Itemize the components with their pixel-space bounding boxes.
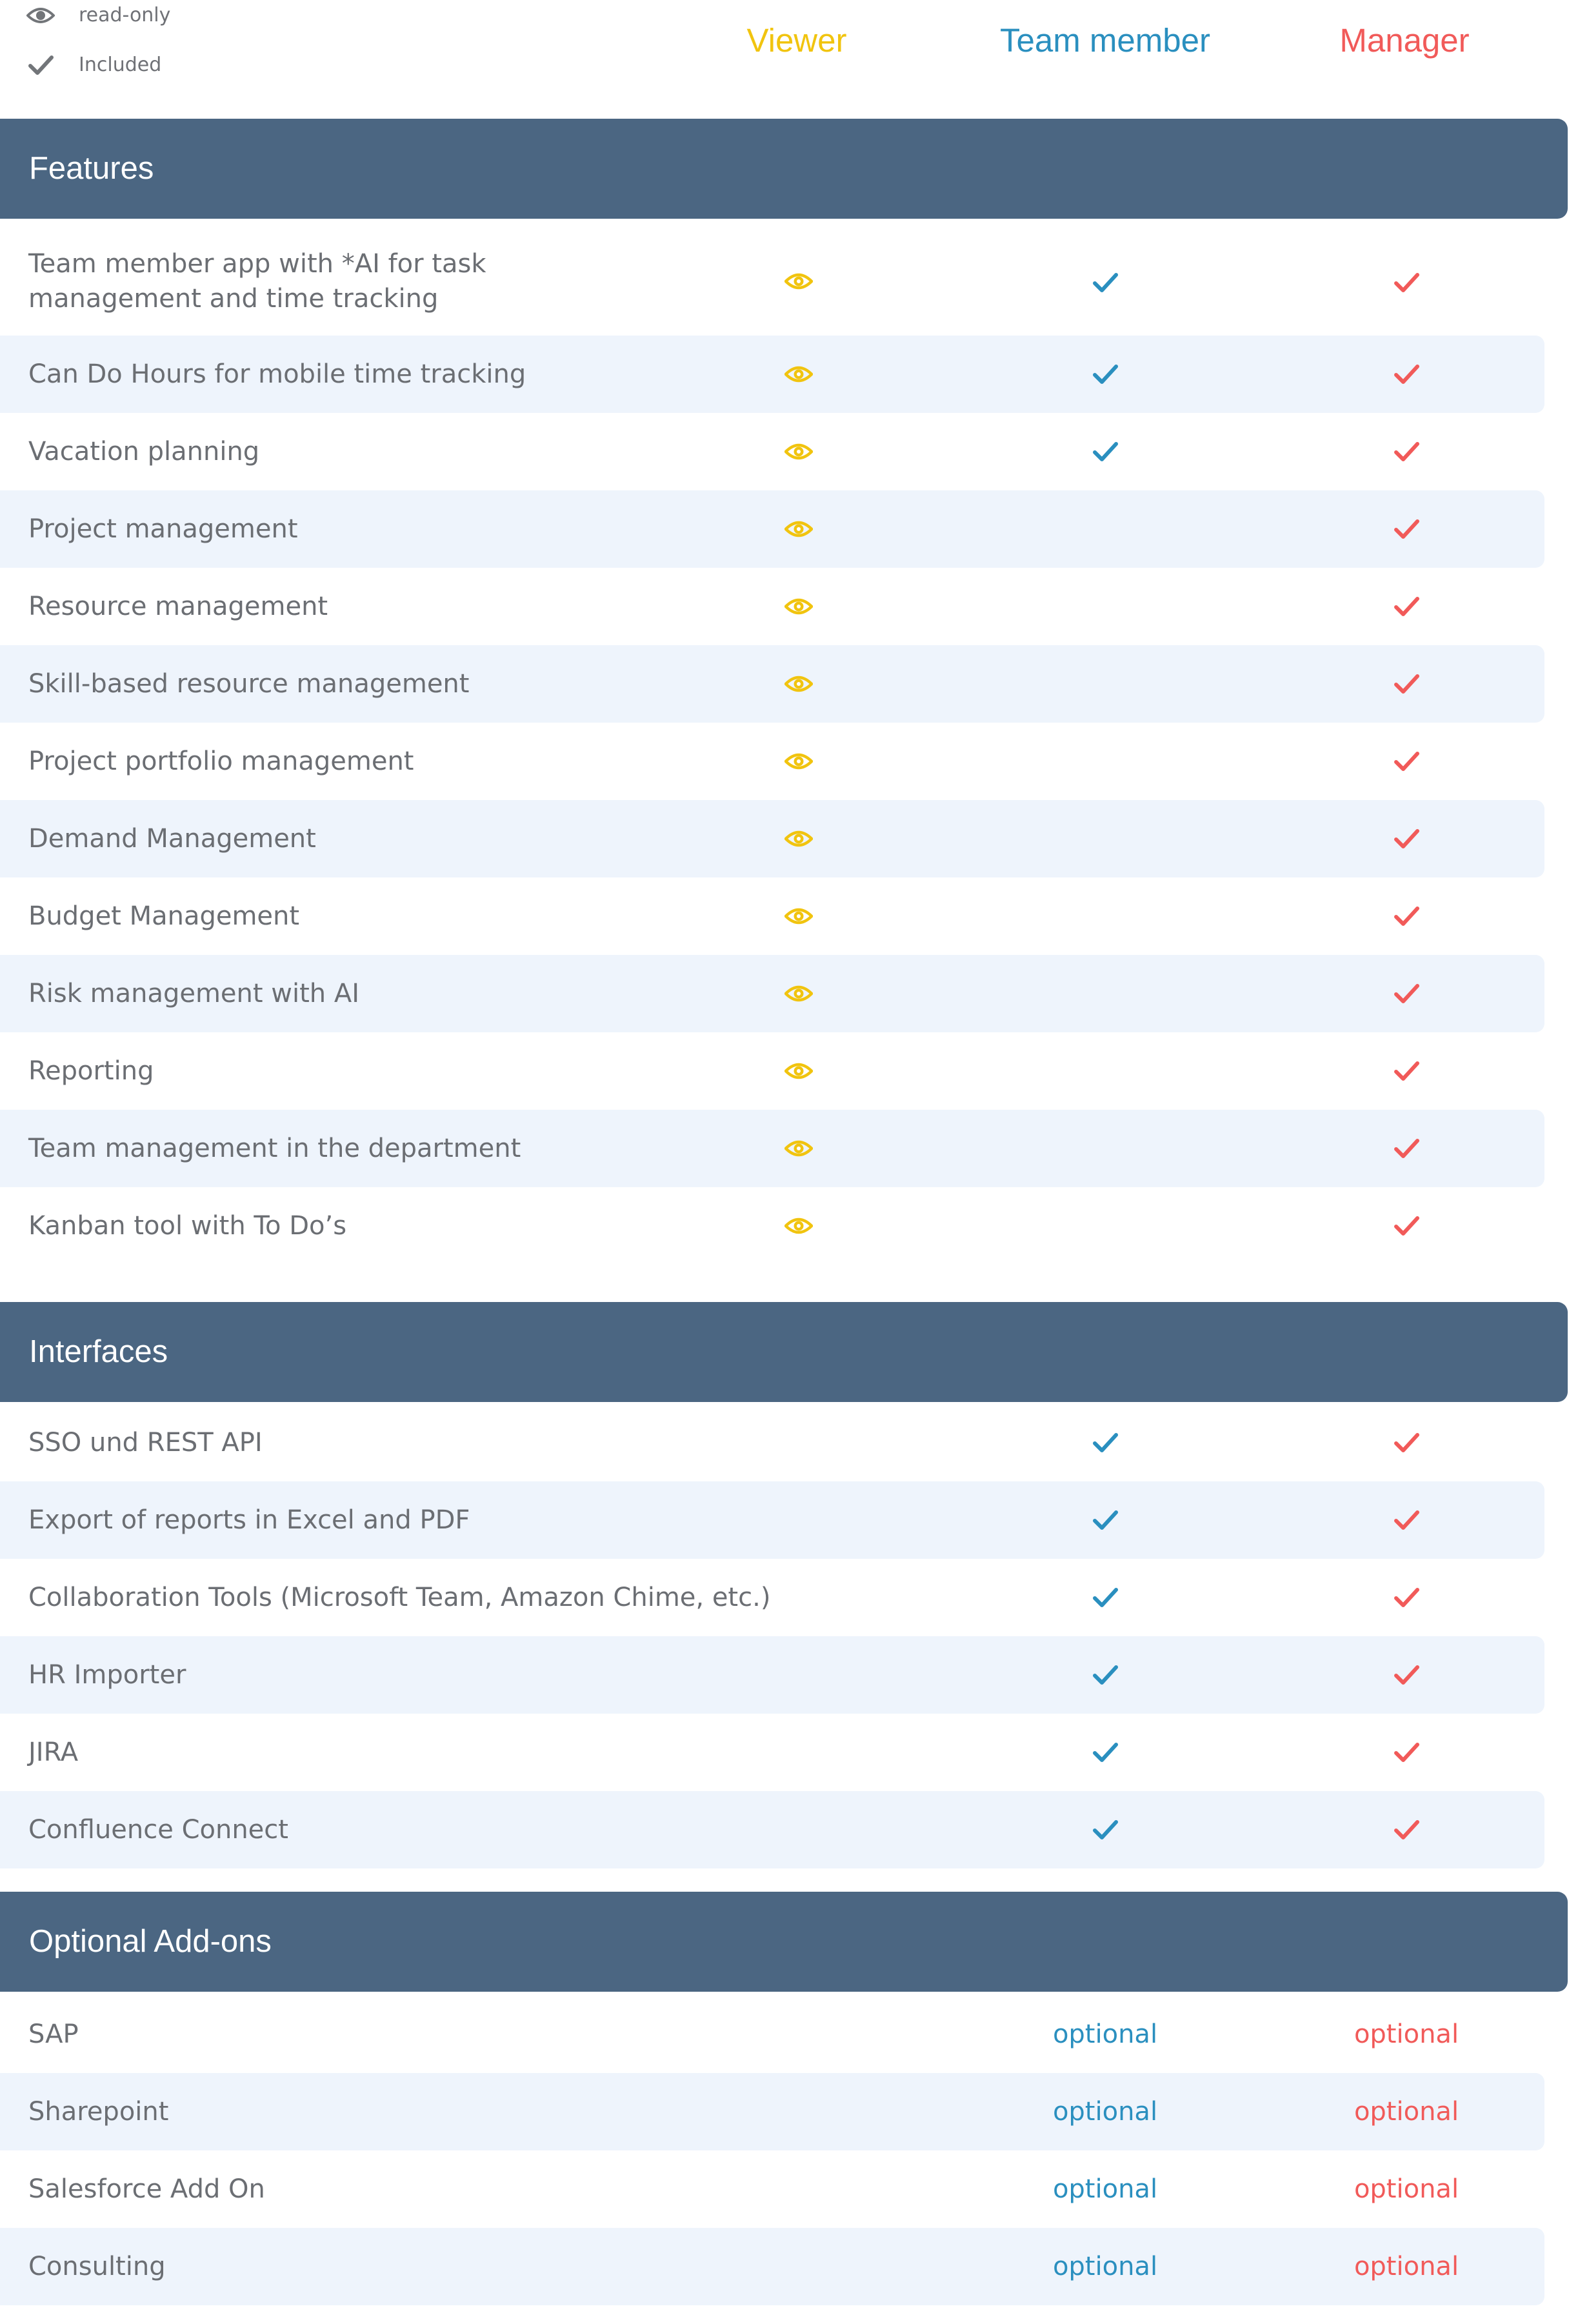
table-row [0, 723, 1544, 800]
column-header-viewer: Viewer [746, 22, 847, 59]
check-icon [1394, 723, 1419, 800]
check-icon [1394, 413, 1419, 490]
check-icon [1092, 1714, 1118, 1791]
table-row [0, 1636, 1544, 1714]
eye-icon [784, 723, 813, 800]
table-row [0, 2073, 1544, 2150]
check-icon [1092, 336, 1118, 413]
check-icon [1092, 1559, 1118, 1636]
row-label: Risk management with AI [28, 979, 360, 1008]
row-label: HR Importer [28, 1660, 186, 1690]
table-row [0, 2150, 1544, 2228]
check-icon [1092, 1481, 1118, 1559]
eye-icon [784, 413, 813, 490]
manager-optional-text: optional [1354, 2019, 1459, 2049]
eye-icon [784, 955, 813, 1032]
row-label: Demand Management [28, 824, 316, 854]
eye-icon [784, 336, 813, 413]
table-row [0, 490, 1544, 568]
check-icon [1394, 568, 1419, 645]
check-icon [1394, 877, 1419, 955]
check-icon [1394, 1791, 1419, 1868]
row-label: Export of reports in Excel and PDF [28, 1505, 470, 1535]
row-label: Team member app with *AI for task management and time tracking [28, 249, 486, 314]
eye-icon [784, 645, 813, 723]
table-row [0, 1714, 1544, 1791]
table-row [0, 1996, 1544, 2073]
table-row [0, 645, 1544, 723]
row-label: SAP [28, 2019, 79, 2049]
row-label: Project management [28, 514, 298, 544]
check-icon [1394, 1032, 1419, 1110]
eye-icon [25, 5, 57, 26]
legend-included [25, 54, 161, 76]
row-label: Vacation planning [28, 437, 260, 466]
check-icon [25, 55, 57, 75]
check-icon [1394, 490, 1419, 568]
row-label: Consulting [28, 2252, 166, 2281]
section-title: Optional Add-ons [29, 1924, 272, 1959]
row-label: Salesforce Add On [28, 2174, 265, 2204]
eye-icon [784, 490, 813, 568]
row-label: Budget Management [28, 901, 300, 931]
manager-optional-text: optional [1354, 2252, 1459, 2281]
column-header-manager: Manager [1339, 22, 1470, 59]
section-title: Interfaces [29, 1334, 168, 1369]
eye-icon [784, 800, 813, 877]
table-row [0, 336, 1544, 413]
row-label: JIRA [28, 1738, 79, 1767]
check-icon [1092, 1636, 1118, 1714]
eye-icon [784, 1187, 813, 1265]
check-icon [1092, 413, 1118, 490]
check-icon [1394, 1110, 1419, 1187]
check-icon [1394, 955, 1419, 1032]
table-row [0, 1404, 1544, 1481]
eye-icon [784, 1110, 813, 1187]
check-icon [1394, 1187, 1419, 1265]
check-icon [1092, 1404, 1118, 1481]
check-icon [1394, 645, 1419, 723]
table-row [0, 1559, 1544, 1636]
section-title: Features [29, 151, 154, 186]
row-label: Sharepoint [28, 2097, 169, 2127]
table-row [0, 227, 1544, 336]
row-label: Team management in the department [28, 1134, 521, 1163]
check-icon [1394, 1636, 1419, 1714]
team-optional-text: optional [1052, 2019, 1158, 2049]
legend-label: read-only [79, 4, 171, 26]
check-icon [1394, 1481, 1419, 1559]
eye-icon [784, 227, 813, 336]
row-label: Reporting [28, 1056, 154, 1086]
row-label: Collaboration Tools (Microsoft Team, Amazon Chime, etc.) [28, 1583, 771, 1612]
table-row [0, 1481, 1544, 1559]
table-row [0, 568, 1544, 645]
section-header-interfaces [0, 1302, 1568, 1402]
team-optional-text: optional [1052, 2174, 1158, 2204]
section-header-optional-add-ons [0, 1892, 1568, 1992]
legend-label: Included [79, 54, 162, 76]
section-header-features [0, 119, 1568, 219]
manager-optional-text: optional [1354, 2174, 1459, 2204]
table-row [0, 1187, 1544, 1265]
row-label: Confluence Connect [28, 1815, 288, 1845]
eye-icon [784, 568, 813, 645]
row-label: Resource management [28, 592, 328, 621]
legend-read-only [25, 4, 170, 26]
eye-icon [784, 1032, 813, 1110]
table-row [0, 955, 1544, 1032]
check-icon [1092, 227, 1118, 336]
table-row [0, 1110, 1544, 1187]
row-label: SSO und REST API [28, 1428, 263, 1458]
table-row [0, 413, 1544, 490]
eye-icon [784, 877, 813, 955]
check-icon [1394, 1404, 1419, 1481]
check-icon [1394, 336, 1419, 413]
check-icon [1394, 1714, 1419, 1791]
row-label: Project portfolio management [28, 746, 414, 776]
table-row [0, 1032, 1544, 1110]
row-label: Kanban tool with To Do’s [28, 1211, 347, 1241]
check-icon [1092, 1791, 1118, 1868]
team-optional-text: optional [1052, 2097, 1158, 2127]
check-icon [1394, 800, 1419, 877]
row-label: Can Do Hours for mobile time tracking [28, 359, 526, 389]
team-optional-text: optional [1052, 2252, 1158, 2281]
row-label: Skill-based resource management [28, 669, 470, 699]
table-row [0, 877, 1544, 955]
manager-optional-text: optional [1354, 2097, 1459, 2127]
column-header-team-member: Team member [1000, 22, 1210, 59]
check-icon [1394, 227, 1419, 336]
table-row [0, 1791, 1544, 1868]
check-icon [1394, 1559, 1419, 1636]
table-row [0, 2228, 1544, 2305]
table-row [0, 800, 1544, 877]
